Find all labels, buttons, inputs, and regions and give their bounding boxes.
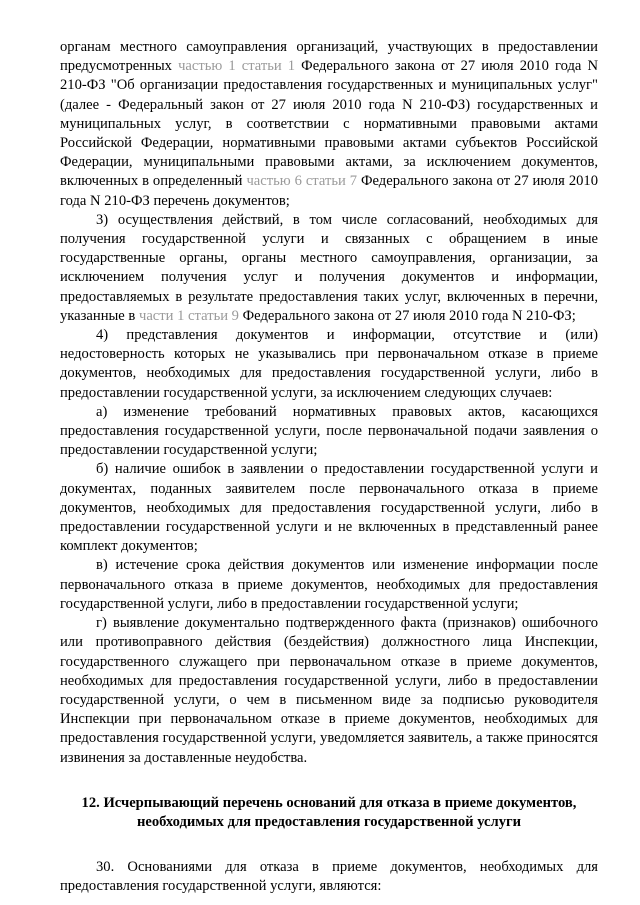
paragraph: [60, 38, 598, 211]
paragraph-text: в) истечение срока действия документов или изменение информации после первоначального отказа в приеме документов, необходимых для предоставления государственной услуги, либо в предоставлении государственной услуги;: [60, 557, 598, 612]
paragraph: [60, 326, 598, 403]
paragraph-text: а) изменение требований нормативных правовых актов, касающихся предоставления государственной услуги, после первоначальной подачи заявления о предоставлении государственной услуги;: [60, 403, 598, 459]
document-body: [60, 38, 598, 768]
paragraph-text: Федерального закона от 27 июля 2010 года N 210-ФЗ перечень документов;: [60, 173, 599, 209]
paragraph-30: 30. Основаниями для отказа в приеме документов, необходимых для предоставления государственной услуги, являются:: [60, 859, 598, 895]
final-section: [60, 858, 598, 896]
paragraph-text: 3) осуществления действий, в том числе согласований, необходимых для получения государственной услуги и связанных с обращением в иные государственные органы, органы местного самоуправления, организации, за исключением получения услуг и получения документов и информации, предоставляемых в результате предоставления таких услуг, включенных в перечни, указанные в: [60, 211, 598, 324]
paragraph: [60, 403, 598, 461]
paragraph-text: 4) представления документов и информации, отсутствие и (или) недостоверность которых не указывались при первоначальном отказе в приеме документов, необходимых для предоставления государственной услуги, либо в предоставлении государственной услуги, за исключением следующих случаев:: [60, 327, 598, 401]
paragraph: [60, 460, 598, 556]
paragraph: [60, 556, 598, 614]
paragraph-text: г) выявление документально подтвержденного факта (признаков) ошибочного или противоправного действия (бездействия) должностного лица Инспекции, государственного служащего при первоначальном отказе в приеме документов, необходимых для предоставления государственной услуги, либо в предоставлении государственной услуги, о чем в письменном виде за подписью руководителя Инспекции при первоначальном отказе в приеме документов, необходимых для предоставления государственной услуги, уведомляется заявитель, а также приносятся извинения за доставленные неудобства.: [60, 615, 598, 766]
paragraph-text: б) наличие ошибок в заявлении о предоставлении государственной услуги и документах, поданных заявителем после первоначального отказа в приеме документов, необходимых для предоставления государственной услуги, либо в предоставлении государственной услуги и не включенных в представленный ранее комплект документов;: [60, 461, 598, 555]
paragraph-text: Федерального закона от 27 июля 2010 года N 210-ФЗ;: [238, 307, 576, 324]
section-heading: 12. Исчерпывающий перечень оснований для отказа в приеме документов, необходимых для предоставления государственной услуги: [81, 794, 577, 830]
law-reference-link[interactable]: частью 6 статьи 7: [246, 173, 358, 190]
paragraph: [60, 614, 598, 768]
law-reference-link[interactable]: части 1 статьи 9: [138, 307, 239, 324]
law-reference-link[interactable]: частью 1 статьи 1: [178, 58, 296, 75]
paragraph: [60, 211, 598, 326]
paragraph-text: органам местного самоуправления организаций, участвующих в предоставлении предусмотренных: [60, 39, 598, 75]
paragraph-text: Федерального закона от 27 июля 2010 года N 210-ФЗ "Об организации предоставления государственных и муниципальных услуг" (далее - Федеральный закон от 27 июля 2010 года N 210-ФЗ) государственных и муниципальных услуг, в соответствии с нормативными правовыми актами Российской Федерации, нормативными правовыми актами субъектов Российской Федерации, муниципальными правовыми актами, за исключением документов, включенных в определенный: [60, 58, 598, 190]
